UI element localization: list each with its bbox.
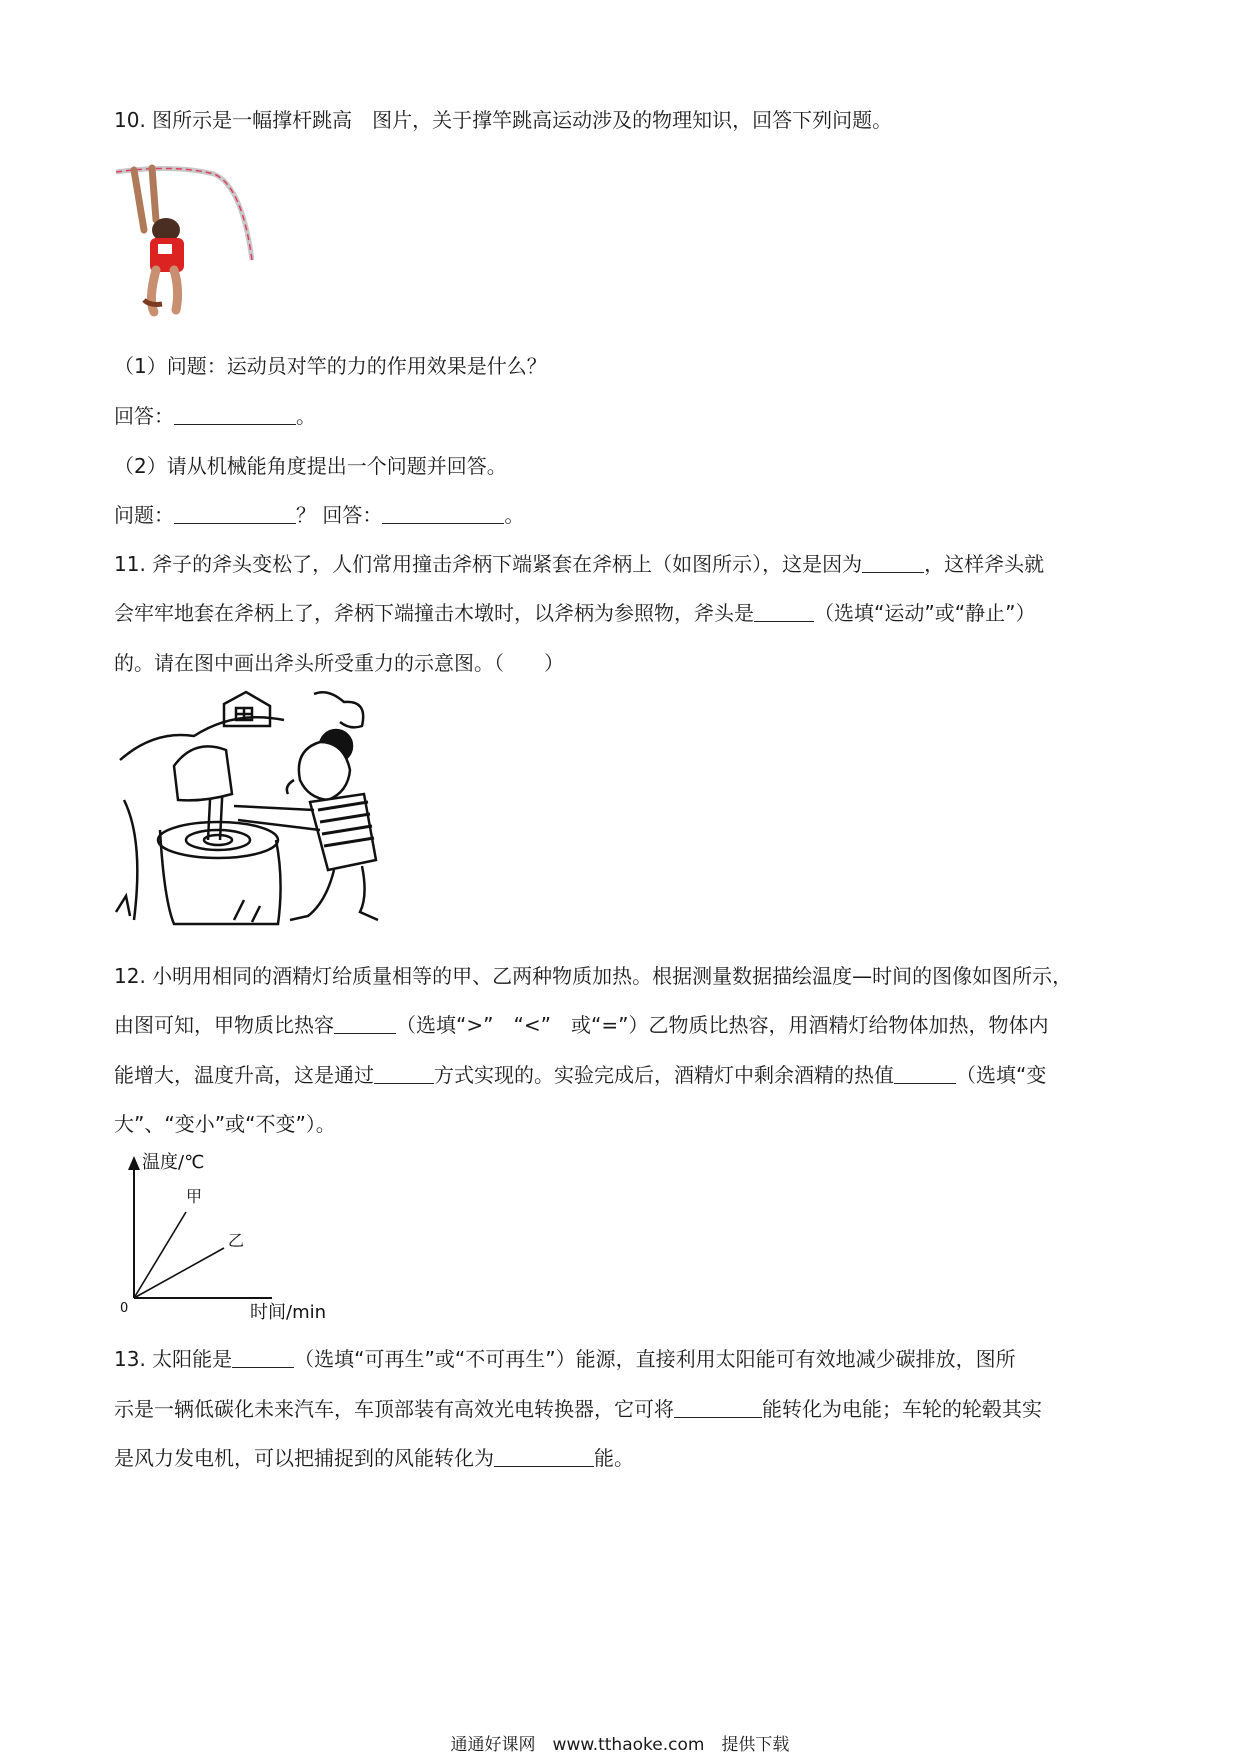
temperature-time-graph — [112, 1150, 352, 1320]
q13-blank-renewable[interactable] — [232, 1347, 294, 1368]
x-axis-label: 时间/min — [250, 1302, 327, 1320]
q11-line2 — [114, 599, 1035, 627]
q10-stem: 10. 图所示是一幅撑杆跳高 图片，关于撑竿跳高运动涉及的物理知识，回答下列问题。 — [114, 108, 893, 132]
q12-blank-compare[interactable] — [334, 1013, 396, 1034]
q13-blank-energy-out[interactable] — [494, 1446, 594, 1467]
q13-line1 — [114, 1345, 1016, 1373]
q11-blank-state[interactable] — [754, 601, 814, 622]
q10-sub2-question: （2）请从机械能角度提出一个问题并回答。 — [114, 454, 507, 478]
answer-label: 回答： — [114, 404, 174, 428]
end-mark: 。 — [504, 503, 525, 527]
q13-blank-energy-in[interactable] — [674, 1397, 762, 1418]
q10-sub1-answer — [114, 402, 316, 430]
axe-cartoon-image — [114, 690, 382, 930]
q13-text: 能转化为电能；车轮的轮毂其实 — [762, 1397, 1042, 1421]
q13-text: 能。 — [594, 1446, 634, 1470]
line-label-yi: 乙 — [228, 1231, 245, 1250]
q11-text: （选填“运动”或“静止”） — [814, 601, 1036, 625]
q12-text: 由图可知，甲物质比热容 — [114, 1013, 334, 1037]
q12-text: （选填“变 — [956, 1063, 1047, 1087]
q13-text: 示是一辆低碳化未来汽车，车顶部装有高效光电转换器，它可将 — [114, 1397, 674, 1421]
line-yi — [134, 1248, 224, 1298]
q12-line1: 12. 小明用相同的酒精灯给质量相等的甲、乙两种物质加热。根据测量数据描绘温度—时间的图像如图所示， — [114, 964, 1073, 988]
q13-text: （选填“可再生”或“不可再生”）能源，直接利用太阳能可有效地减少碳排放，图所 — [294, 1347, 1016, 1371]
question-blank[interactable] — [174, 503, 296, 524]
q12-text: （选填“>” “<” 或“=”）乙物质比热容，用酒精灯给物体加热，物体内 — [396, 1013, 1049, 1037]
pole-vault-image — [114, 160, 254, 320]
q13-text: 13. 太阳能是 — [114, 1347, 233, 1371]
q12-line2 — [114, 1011, 1048, 1039]
q13-line2 — [114, 1395, 1042, 1423]
page-footer: 通通好课网 www.tthaoke.com 提供下载 — [450, 1735, 790, 1755]
answer-blank[interactable] — [382, 503, 504, 524]
line-label-jia: 甲 — [186, 1187, 203, 1206]
q11-line1 — [114, 550, 1044, 578]
q12-blank-method[interactable] — [374, 1063, 434, 1084]
q11-text: ，这样斧头就 — [924, 552, 1045, 576]
q11-blank-reason[interactable] — [862, 552, 924, 573]
line-jia — [134, 1212, 186, 1298]
answer-blank[interactable] — [174, 404, 296, 425]
q12-line3 — [114, 1061, 1046, 1089]
question-label: 问题： — [114, 503, 174, 527]
end-mark: 。 — [296, 404, 316, 428]
q12-text: 能增大，温度升高，这是通过 — [114, 1063, 374, 1087]
q11-text: 11. 斧子的斧头变松了，人们常用撞击斧柄下端紧套在斧柄上（如图所示），这是因为 — [114, 552, 863, 576]
origin-label: 0 — [120, 1301, 129, 1316]
q12-line4: 大”、“变小”或“不变”）。 — [114, 1112, 336, 1136]
q13-text: 是风力发电机，可以把捕捉到的风能转化为 — [114, 1446, 494, 1470]
q11-line3: 的。请在图中画出斧头所受重力的示意图。（ ） — [114, 651, 564, 675]
q12-blank-heat-value[interactable] — [894, 1063, 956, 1084]
answer-label: ？ 回答： — [296, 503, 383, 527]
q13-line3 — [114, 1444, 634, 1472]
q10-sub2-answer — [114, 501, 524, 529]
q12-text: 方式实现的。实验完成后，酒精灯中剩余酒精的热值 — [434, 1063, 894, 1087]
q10-sub1-question: （1）问题：运动员对竿的力的作用效果是什么？ — [114, 354, 547, 378]
y-axis-label: 温度/℃ — [142, 1152, 205, 1173]
q11-text: 会牢牢地套在斧柄上了，斧柄下端撞击木墩时，以斧柄为参照物，斧头是 — [114, 601, 754, 625]
